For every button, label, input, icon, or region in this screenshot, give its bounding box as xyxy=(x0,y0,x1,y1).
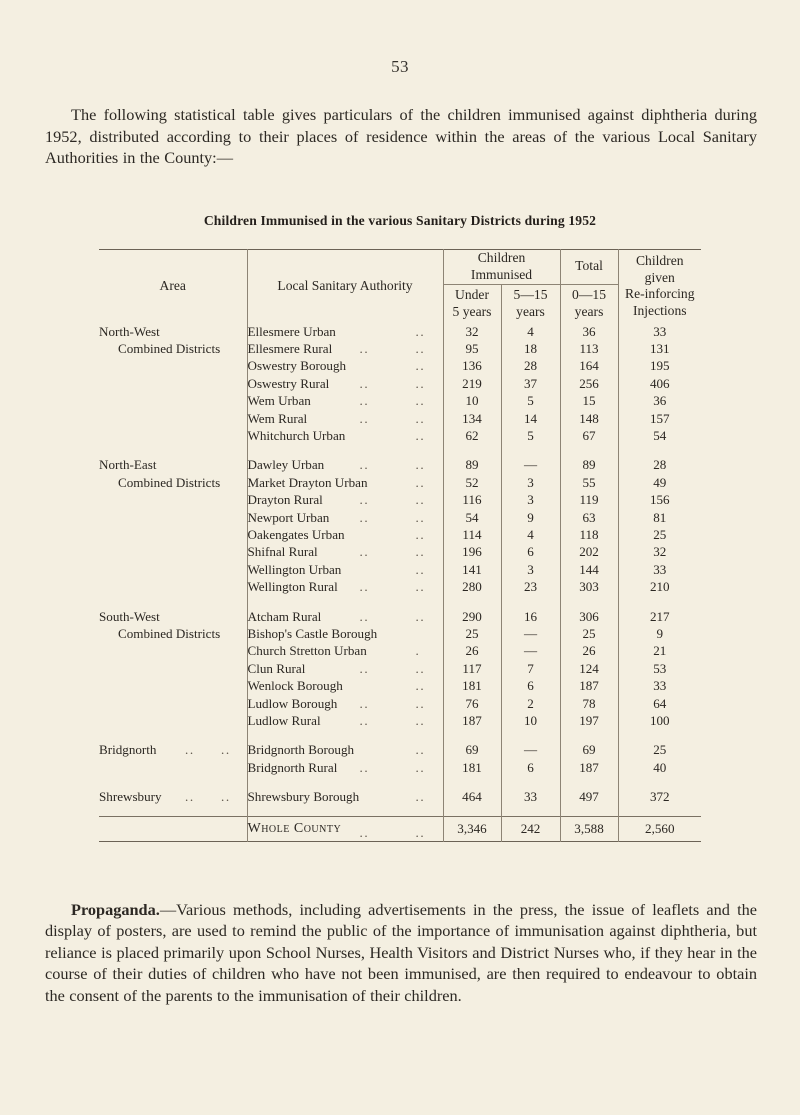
total-spacer xyxy=(99,806,701,817)
leader-dots: .. xyxy=(415,526,426,542)
table-bottom-rule xyxy=(99,841,701,842)
leader-dots: .. xyxy=(359,375,370,391)
cell-area xyxy=(99,392,247,409)
cell-authority xyxy=(247,526,443,543)
cell-under-5: 114 xyxy=(443,526,501,543)
cell-reinforcing: 406 xyxy=(618,375,701,392)
cell-area xyxy=(99,578,247,595)
cell-area xyxy=(99,788,247,805)
table-row xyxy=(99,759,701,776)
table-row xyxy=(99,410,701,427)
cell-under-5: 280 xyxy=(443,578,501,595)
cell-5-15: — xyxy=(501,625,560,642)
document-page xyxy=(0,57,800,1115)
cell-reinforcing: 157 xyxy=(618,410,701,427)
authority-label: Drayton Rural xyxy=(247,492,323,508)
leader-dots: .. xyxy=(221,742,231,758)
cell-total-reinforcing: 2,560 xyxy=(618,816,701,841)
cell-authority xyxy=(247,677,443,694)
leader-dots: .. xyxy=(415,393,426,409)
area-label: South-West xyxy=(99,608,160,624)
authority-label: Bridgnorth Borough xyxy=(247,742,355,758)
column-header-children-immunised xyxy=(443,249,560,284)
cell-authority xyxy=(247,759,443,776)
page-number: 53 xyxy=(391,57,409,76)
leader-dots: .. xyxy=(415,660,426,676)
cell-under-5: 76 xyxy=(443,695,501,712)
authority-label: Wellington Urban xyxy=(247,561,342,577)
cell-reinforcing: 210 xyxy=(618,578,701,595)
cell-area xyxy=(99,357,247,374)
leader-dots: .. xyxy=(359,393,370,409)
propaganda-body: Various methods, including advertisements in the press, the issue of leaflets and the display of posters, are used to remind the public of the importance of immunisation against diphtheria, but reliance is placed primarily upon School Nurses, Health Visitors and District Nurses who, if they hear in the course of their duties of children who have not been immunised, are then required to endeavour to obtain the consent of the parents to the immunisation of their children. xyxy=(45,899,757,1006)
authority-label: Shrewsbury Borough xyxy=(247,789,360,805)
cell-under-5: 290 xyxy=(443,608,501,625)
cell-area xyxy=(99,456,247,473)
table-row xyxy=(99,543,701,560)
cell-area xyxy=(99,474,247,491)
authority-label: Market Drayton Urban xyxy=(247,474,368,490)
cell-authority xyxy=(247,392,443,409)
area-label: Shrewsbury xyxy=(99,789,162,805)
cell-authority xyxy=(247,788,443,805)
leader-dots: .. xyxy=(359,457,370,473)
cell-under-5: 219 xyxy=(443,375,501,392)
leader-dots: .. xyxy=(415,695,426,711)
leader-dots: .. xyxy=(415,789,426,805)
leader-dots: .. xyxy=(415,544,426,560)
authority-label: Ellesmere Urban xyxy=(247,323,336,339)
table-row xyxy=(99,660,701,677)
cell-reinforcing: 33 xyxy=(618,561,701,578)
cell-reinforcing: 217 xyxy=(618,608,701,625)
cell-under-5: 25 xyxy=(443,625,501,642)
table-row xyxy=(99,526,701,543)
cell-reinforcing: 53 xyxy=(618,660,701,677)
cell-5-15: 37 xyxy=(501,375,560,392)
cell-5-15: 6 xyxy=(501,759,560,776)
cell-5-15: 6 xyxy=(501,543,560,560)
authority-label: Shifnal Rural xyxy=(247,544,318,560)
leader-dots: .. xyxy=(415,561,426,577)
cell-authority xyxy=(247,608,443,625)
cell-under-5: 181 xyxy=(443,759,501,776)
cell-authority xyxy=(247,323,443,340)
leader-dots: .. xyxy=(359,410,370,426)
table-row xyxy=(99,456,701,473)
cell-area xyxy=(99,712,247,729)
cell-authority xyxy=(247,561,443,578)
table-row xyxy=(99,392,701,409)
column-header-total: Total xyxy=(560,249,618,284)
cell-total: 63 xyxy=(560,509,618,526)
leader-dots: .. xyxy=(221,789,231,805)
leader-dots: .. xyxy=(359,759,370,775)
column-header-reinforcing: Children given Re-inforcing Injections xyxy=(618,249,701,323)
area-label-second-line: Combined Districts xyxy=(118,474,221,490)
leader-dots: .. xyxy=(359,509,370,525)
cell-total: 113 xyxy=(560,340,618,357)
leader-dots: .. xyxy=(415,323,426,339)
cell-5-15: 14 xyxy=(501,410,560,427)
cell-area-total xyxy=(99,816,247,841)
cell-area xyxy=(99,642,247,659)
leader-dots: .. xyxy=(359,579,370,595)
authority-label: Church Stretton Urban xyxy=(247,643,367,659)
leader-dots: .. xyxy=(415,410,426,426)
cell-authority xyxy=(247,642,443,659)
cell-area xyxy=(99,323,247,340)
area-label: North-West xyxy=(99,323,160,339)
table-row xyxy=(99,642,701,659)
leader-dots: .. xyxy=(359,544,370,560)
authority-label: Ellesmere Rural xyxy=(247,340,333,356)
cell-5-15: 5 xyxy=(501,392,560,409)
column-header-5-15: 5—15 years xyxy=(501,284,560,323)
cell-5-15: 28 xyxy=(501,357,560,374)
cell-total-5-15: 242 xyxy=(501,816,560,841)
cell-5-15: 16 xyxy=(501,608,560,625)
cell-total: 187 xyxy=(560,759,618,776)
table-row xyxy=(99,375,701,392)
cell-area xyxy=(99,340,247,357)
leader-dots: .. xyxy=(415,579,426,595)
leader-dots: .. xyxy=(415,608,426,624)
cell-under-5: 32 xyxy=(443,323,501,340)
leader-dots: .. xyxy=(415,678,426,694)
leader-dots: .. xyxy=(359,608,370,624)
cell-area xyxy=(99,695,247,712)
cell-area xyxy=(99,543,247,560)
table-container xyxy=(99,249,701,842)
cell-5-15: 7 xyxy=(501,660,560,677)
cell-authority xyxy=(247,340,443,357)
authority-label: Newport Urban xyxy=(247,509,330,525)
cell-reinforcing: 21 xyxy=(618,642,701,659)
leader-dots: .. xyxy=(185,742,195,758)
cell-total: 15 xyxy=(560,392,618,409)
authority-label: Ludlow Borough xyxy=(247,695,338,711)
authority-label: Wem Rural xyxy=(247,410,308,426)
immunisation-table xyxy=(99,249,701,842)
cell-authority xyxy=(247,741,443,758)
cell-under-5: 141 xyxy=(443,561,501,578)
table-row xyxy=(99,357,701,374)
cell-5-15: 3 xyxy=(501,491,560,508)
cell-under-5: 89 xyxy=(443,456,501,473)
table-row xyxy=(99,427,701,444)
table-row xyxy=(99,474,701,491)
cell-area xyxy=(99,608,247,625)
table-row xyxy=(99,712,701,729)
column-header-under-5: Under 5 years xyxy=(443,284,501,323)
whole-county-label: Whole County xyxy=(247,820,342,836)
cell-total: 119 xyxy=(560,491,618,508)
cell-area xyxy=(99,375,247,392)
cell-5-15: 2 xyxy=(501,695,560,712)
cell-authority xyxy=(247,712,443,729)
table-row xyxy=(99,695,701,712)
cell-authority xyxy=(247,578,443,595)
cell-total: 25 xyxy=(560,625,618,642)
cell-reinforcing: 54 xyxy=(618,427,701,444)
group-spacer xyxy=(99,596,701,608)
cell-5-15: 3 xyxy=(501,561,560,578)
leader-dots: .. xyxy=(415,457,426,473)
cell-total: 497 xyxy=(560,788,618,805)
table-row xyxy=(99,340,701,357)
cell-area xyxy=(99,660,247,677)
leader-dots: .. xyxy=(415,759,426,775)
cell-5-15: 4 xyxy=(501,526,560,543)
authority-label: Oswestry Rural xyxy=(247,375,330,391)
cell-total: 55 xyxy=(560,474,618,491)
cell-area xyxy=(99,509,247,526)
cell-5-15: — xyxy=(501,456,560,473)
table-row xyxy=(99,677,701,694)
group-spacer xyxy=(99,444,701,456)
header-line-1: Children xyxy=(477,250,526,265)
cell-reinforcing: 33 xyxy=(618,323,701,340)
cell-total: 148 xyxy=(560,410,618,427)
cell-area xyxy=(99,759,247,776)
cell-reinforcing: 372 xyxy=(618,788,701,805)
authority-label: Oswestry Borough xyxy=(247,358,347,374)
cell-under-5: 464 xyxy=(443,788,501,805)
column-header-total-0-15: 0—15 years xyxy=(560,284,618,323)
cell-total: 69 xyxy=(560,741,618,758)
cell-total: 36 xyxy=(560,323,618,340)
cell-authority xyxy=(247,357,443,374)
cell-reinforcing: 64 xyxy=(618,695,701,712)
leader-dots: .. xyxy=(415,474,426,490)
leader-dots: .. xyxy=(415,713,426,729)
cell-area xyxy=(99,491,247,508)
group-spacer xyxy=(99,776,701,788)
cell-reinforcing: 100 xyxy=(618,712,701,729)
propaganda-dash: — xyxy=(159,899,177,919)
leader-dots: .. xyxy=(359,340,370,356)
cell-authority xyxy=(247,509,443,526)
authority-label: Wellington Rural xyxy=(247,579,338,595)
cell-under-5: 136 xyxy=(443,357,501,374)
cell-total: 187 xyxy=(560,677,618,694)
cell-under-5: 134 xyxy=(443,410,501,427)
authority-label: Bridgnorth Rural xyxy=(247,759,338,775)
leader-dots: .. xyxy=(359,713,370,729)
cell-5-15: 5 xyxy=(501,427,560,444)
cell-area xyxy=(99,625,247,642)
cell-total: 78 xyxy=(560,695,618,712)
cell-total-0-15: 3,588 xyxy=(560,816,618,841)
cell-authority xyxy=(247,660,443,677)
propaganda-heading: Propaganda. xyxy=(71,899,160,919)
cell-area xyxy=(99,677,247,694)
cell-total: 202 xyxy=(560,543,618,560)
authority-label: Whitchurch Urban xyxy=(247,427,346,443)
cell-total: 303 xyxy=(560,578,618,595)
authority-label: Wem Urban xyxy=(247,393,311,409)
leader-dots: .. xyxy=(415,358,426,374)
cell-under-5: 187 xyxy=(443,712,501,729)
cell-under-5: 181 xyxy=(443,677,501,694)
cell-reinforcing: 81 xyxy=(618,509,701,526)
table-row xyxy=(99,788,701,805)
area-label-second-line: Combined Districts xyxy=(118,626,221,641)
table-row xyxy=(99,741,701,758)
table-header xyxy=(99,249,701,323)
cell-authority xyxy=(247,625,443,642)
authority-label: Dawley Urban xyxy=(247,457,325,473)
cell-total: 306 xyxy=(560,608,618,625)
leader-dots: .. xyxy=(415,824,426,840)
cell-under-5: 196 xyxy=(443,543,501,560)
leader-dots: .. xyxy=(359,492,370,508)
leader-dots: .. xyxy=(415,427,426,443)
cell-under-5: 10 xyxy=(443,392,501,409)
cell-total: 124 xyxy=(560,660,618,677)
table-row xyxy=(99,509,701,526)
cell-reinforcing: 131 xyxy=(618,340,701,357)
cell-5-15: 6 xyxy=(501,677,560,694)
cell-total: 256 xyxy=(560,375,618,392)
table-body xyxy=(99,323,701,842)
leader-dots: .. xyxy=(415,375,426,391)
area-label-second-line: Combined Districts xyxy=(118,340,221,356)
area-label: Bridgnorth xyxy=(99,742,157,758)
leader-dots: . xyxy=(415,643,421,659)
leader-dots: .. xyxy=(415,492,426,508)
cell-area xyxy=(99,741,247,758)
cell-under-5: 62 xyxy=(443,427,501,444)
header-line-2: Immunised xyxy=(470,266,533,282)
cell-5-15: 9 xyxy=(501,509,560,526)
cell-under-5: 117 xyxy=(443,660,501,677)
cell-authority xyxy=(247,375,443,392)
cell-total-under-5: 3,346 xyxy=(443,816,501,841)
authority-label: Clun Rural xyxy=(247,660,306,676)
cell-reinforcing: 25 xyxy=(618,526,701,543)
cell-total: 89 xyxy=(560,456,618,473)
authority-label: Bishop's Castle Borough xyxy=(247,626,378,641)
leader-dots: .. xyxy=(185,789,195,805)
intro-paragraph: The following statistical table gives particulars of the children immunised against diphtheria during 1952, distributed according to their places of residence within the areas of the various Local Sanitary Authorities in the County:— xyxy=(45,105,757,167)
cell-under-5: 69 xyxy=(443,741,501,758)
table-caption: Children Immunised in the various Sanitary Districts during 1952 xyxy=(203,212,597,228)
propaganda-paragraph xyxy=(45,899,757,1007)
column-header-authority: Local Sanitary Authority xyxy=(247,249,443,323)
leader-dots: .. xyxy=(359,695,370,711)
cell-5-15: 10 xyxy=(501,712,560,729)
cell-authority xyxy=(247,543,443,560)
cell-under-5: 54 xyxy=(443,509,501,526)
cell-under-5: 116 xyxy=(443,491,501,508)
table-row xyxy=(99,578,701,595)
cell-total: 144 xyxy=(560,561,618,578)
cell-reinforcing: 49 xyxy=(618,474,701,491)
leader-dots: .. xyxy=(415,742,426,758)
cell-5-15: 23 xyxy=(501,578,560,595)
cell-authority xyxy=(247,491,443,508)
cell-reinforcing: 156 xyxy=(618,491,701,508)
cell-reinforcing: 36 xyxy=(618,392,701,409)
leader-dots: .. xyxy=(359,660,370,676)
cell-authority xyxy=(247,456,443,473)
cell-reinforcing: 40 xyxy=(618,759,701,776)
cell-under-5: 26 xyxy=(443,642,501,659)
cell-5-15: 4 xyxy=(501,323,560,340)
cell-reinforcing: 195 xyxy=(618,357,701,374)
cell-total: 67 xyxy=(560,427,618,444)
cell-reinforcing: 25 xyxy=(618,741,701,758)
cell-5-15: — xyxy=(501,642,560,659)
leader-dots: .. xyxy=(359,824,370,840)
total-row xyxy=(99,816,701,841)
table-row xyxy=(99,625,701,642)
cell-5-15: 18 xyxy=(501,340,560,357)
cell-area xyxy=(99,526,247,543)
cell-total: 118 xyxy=(560,526,618,543)
cell-authority xyxy=(247,474,443,491)
cell-reinforcing: 33 xyxy=(618,677,701,694)
cell-5-15: — xyxy=(501,741,560,758)
cell-authority xyxy=(247,695,443,712)
table-row xyxy=(99,323,701,340)
leader-dots: .. xyxy=(415,509,426,525)
cell-reinforcing: 9 xyxy=(618,625,701,642)
cell-area xyxy=(99,427,247,444)
cell-total: 164 xyxy=(560,357,618,374)
cell-area xyxy=(99,410,247,427)
leader-dots: .. xyxy=(415,340,426,356)
table-row xyxy=(99,608,701,625)
cell-authority xyxy=(247,410,443,427)
cell-under-5: 52 xyxy=(443,474,501,491)
cell-whole-county-label xyxy=(247,816,443,841)
table-row xyxy=(99,491,701,508)
cell-total: 197 xyxy=(560,712,618,729)
cell-under-5: 95 xyxy=(443,340,501,357)
cell-authority xyxy=(247,427,443,444)
cell-area xyxy=(99,561,247,578)
cell-reinforcing: 32 xyxy=(618,543,701,560)
cell-5-15: 3 xyxy=(501,474,560,491)
cell-5-15: 33 xyxy=(501,788,560,805)
authority-label: Oakengates Urban xyxy=(247,526,345,542)
area-label: North-East xyxy=(99,457,157,473)
group-spacer xyxy=(99,729,701,741)
table-row xyxy=(99,561,701,578)
authority-label: Wenlock Borough xyxy=(247,678,343,694)
cell-total: 26 xyxy=(560,642,618,659)
column-header-area: Area xyxy=(159,277,186,293)
authority-label: Ludlow Rural xyxy=(247,713,321,729)
cell-reinforcing: 28 xyxy=(618,456,701,473)
authority-label: Atcham Rural xyxy=(247,608,322,624)
